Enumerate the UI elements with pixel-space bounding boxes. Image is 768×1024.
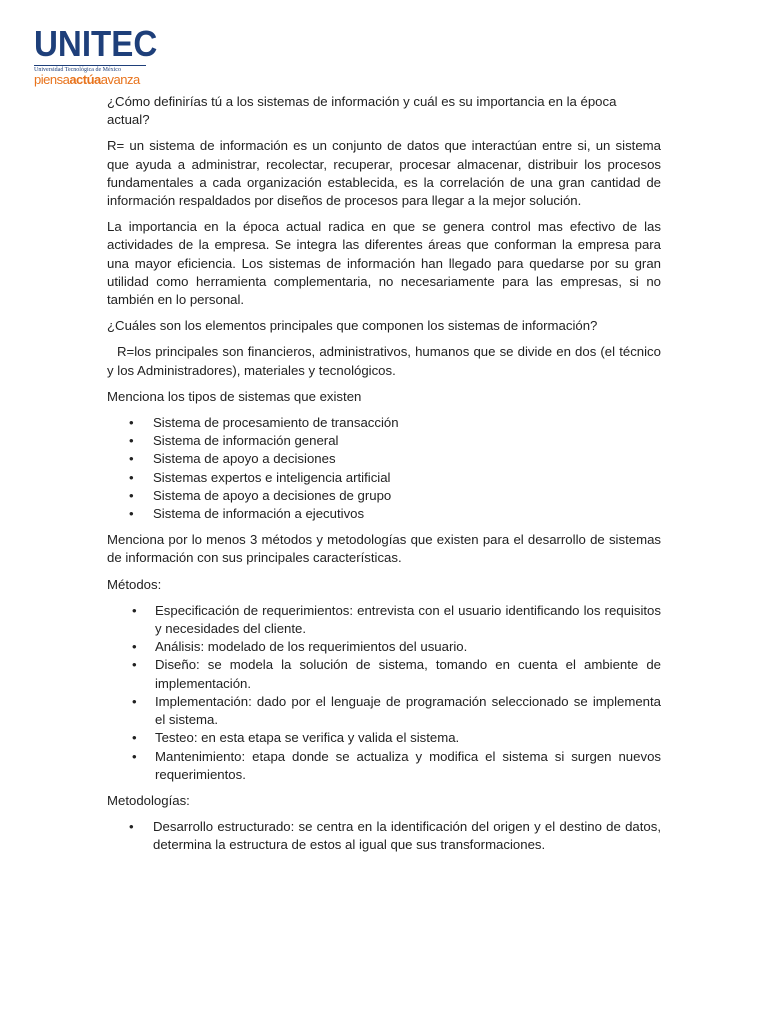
list-item: [107, 693, 661, 729]
bullet-icon: •: [129, 433, 134, 449]
list-item: [107, 414, 661, 432]
bullet-icon: •: [129, 487, 134, 503]
list-item: [107, 729, 661, 747]
systems-list: [107, 414, 661, 523]
logo-subtitle: Universidad Tecnológica de México: [34, 67, 121, 73]
methodologies-heading: Metodologías:: [107, 792, 190, 808]
answer-1-paragraph-2: La importancia en la época actual radica en que se genera control mas efectivo de las actividades de la empresa. Se integra las diferentes áreas que conforman la empresa para una mayor eficiencia. Los sistemas de información han llegado para quedarse por su gran utilidad como herramienta complementaria, no necesariamente para las empresas, si no también en lo personal.: [107, 219, 661, 308]
unitec-logo: [34, 23, 158, 87]
list-item: [107, 487, 661, 505]
list-item: [107, 818, 661, 854]
list-item-text: Desarrollo estructurado: se centra en la identificación del origen y el destino de datos, determina la estructura de estos al igual que sus transformaciones.: [153, 819, 661, 853]
list-item-text: Análisis: modelado de los requerimientos del usuario.: [155, 639, 468, 655]
list-item-text: Sistema de procesamiento de transacción: [153, 415, 399, 431]
logo-tag-actua: actúa: [69, 72, 101, 87]
list-item-text: Sistemas expertos e inteligencia artificial: [153, 469, 391, 485]
bullet-icon: •: [132, 657, 137, 673]
answer-1-paragraph-1: R= un sistema de información es un conjunto de datos que interactúan entre si, un sistema que ayuda a administrar, recolectar, recuperar, procesar almacenar, distribuir los procesos fundamentales a cada organización establecida, es la correlación de una gran cantidad de información respaldados por diseños de procesos para llegar a la mejor solución.: [107, 138, 661, 209]
methods-list: [107, 602, 661, 784]
bullet-icon: •: [132, 639, 137, 655]
list-item-text: Mantenimiento: etapa donde se actualiza y modifica el sistema si surgen nuevos requerimientos.: [155, 748, 661, 782]
bullet-icon: •: [129, 506, 134, 522]
list-item-text: Especificación de requerimientos: entrevista con el usuario identificando los requisitos y necesidades del cliente.: [155, 602, 661, 637]
bullet-icon: •: [132, 748, 137, 764]
list-item: [107, 450, 661, 468]
question-4: Menciona por lo menos 3 métodos y metodologías que existen para el desarrollo de sistemas de información con sus principales características.: [107, 532, 661, 566]
question-2: ¿Cuáles son los elementos principales que componen los sistemas de información?: [107, 318, 598, 334]
question-1: ¿Cómo definirías tú a los sistemas de información y cuál es su importancia en la época actual?: [107, 94, 617, 128]
logo-wordmark: UNITEC: [34, 23, 158, 64]
methodologies-list: [107, 818, 661, 854]
list-item-text: Sistema de apoyo a decisiones de grupo: [153, 487, 392, 503]
list-item: [107, 638, 661, 656]
list-item: [107, 602, 661, 638]
logo-tagline: [34, 73, 154, 86]
bullet-icon: •: [132, 602, 137, 618]
list-item-text: Sistema de información general: [153, 433, 339, 449]
list-item-text: Sistema de apoyo a decisiones: [153, 451, 336, 467]
bullet-icon: •: [129, 451, 134, 467]
question-3: Menciona los tipos de sistemas que existen: [107, 388, 362, 404]
bullet-icon: •: [129, 469, 134, 485]
answer-2: R=los principales son financieros, administrativos, humanos que se divide en dos (el técnico y los Administradores), materiales y tecnológicos.: [107, 344, 661, 378]
list-item: [107, 505, 661, 523]
list-item: [107, 469, 661, 487]
bullet-icon: •: [129, 415, 134, 431]
list-item-text: Implementación: dado por el lenguaje de programación seleccionado se implementa el sistema.: [155, 693, 661, 728]
methods-heading: Métodos:: [107, 576, 162, 592]
list-item-text: Sistema de información a ejecutivos: [153, 506, 365, 522]
logo-divider: [34, 65, 146, 66]
logo-tag-avanza: avanza: [100, 72, 140, 87]
list-item: [107, 656, 661, 692]
bullet-icon: •: [132, 730, 137, 746]
document-body: [107, 93, 661, 863]
list-item-text: Diseño: se modela la solución de sistema, tomando en cuenta el ambiente de implementación.: [155, 657, 661, 691]
bullet-icon: •: [129, 819, 134, 835]
list-item-text: Testeo: en esta etapa se verifica y valida el sistema.: [155, 730, 460, 746]
list-item: [107, 748, 661, 784]
list-item: [107, 432, 661, 450]
bullet-icon: •: [132, 693, 137, 709]
logo-tag-piensa: piensa: [34, 72, 70, 87]
